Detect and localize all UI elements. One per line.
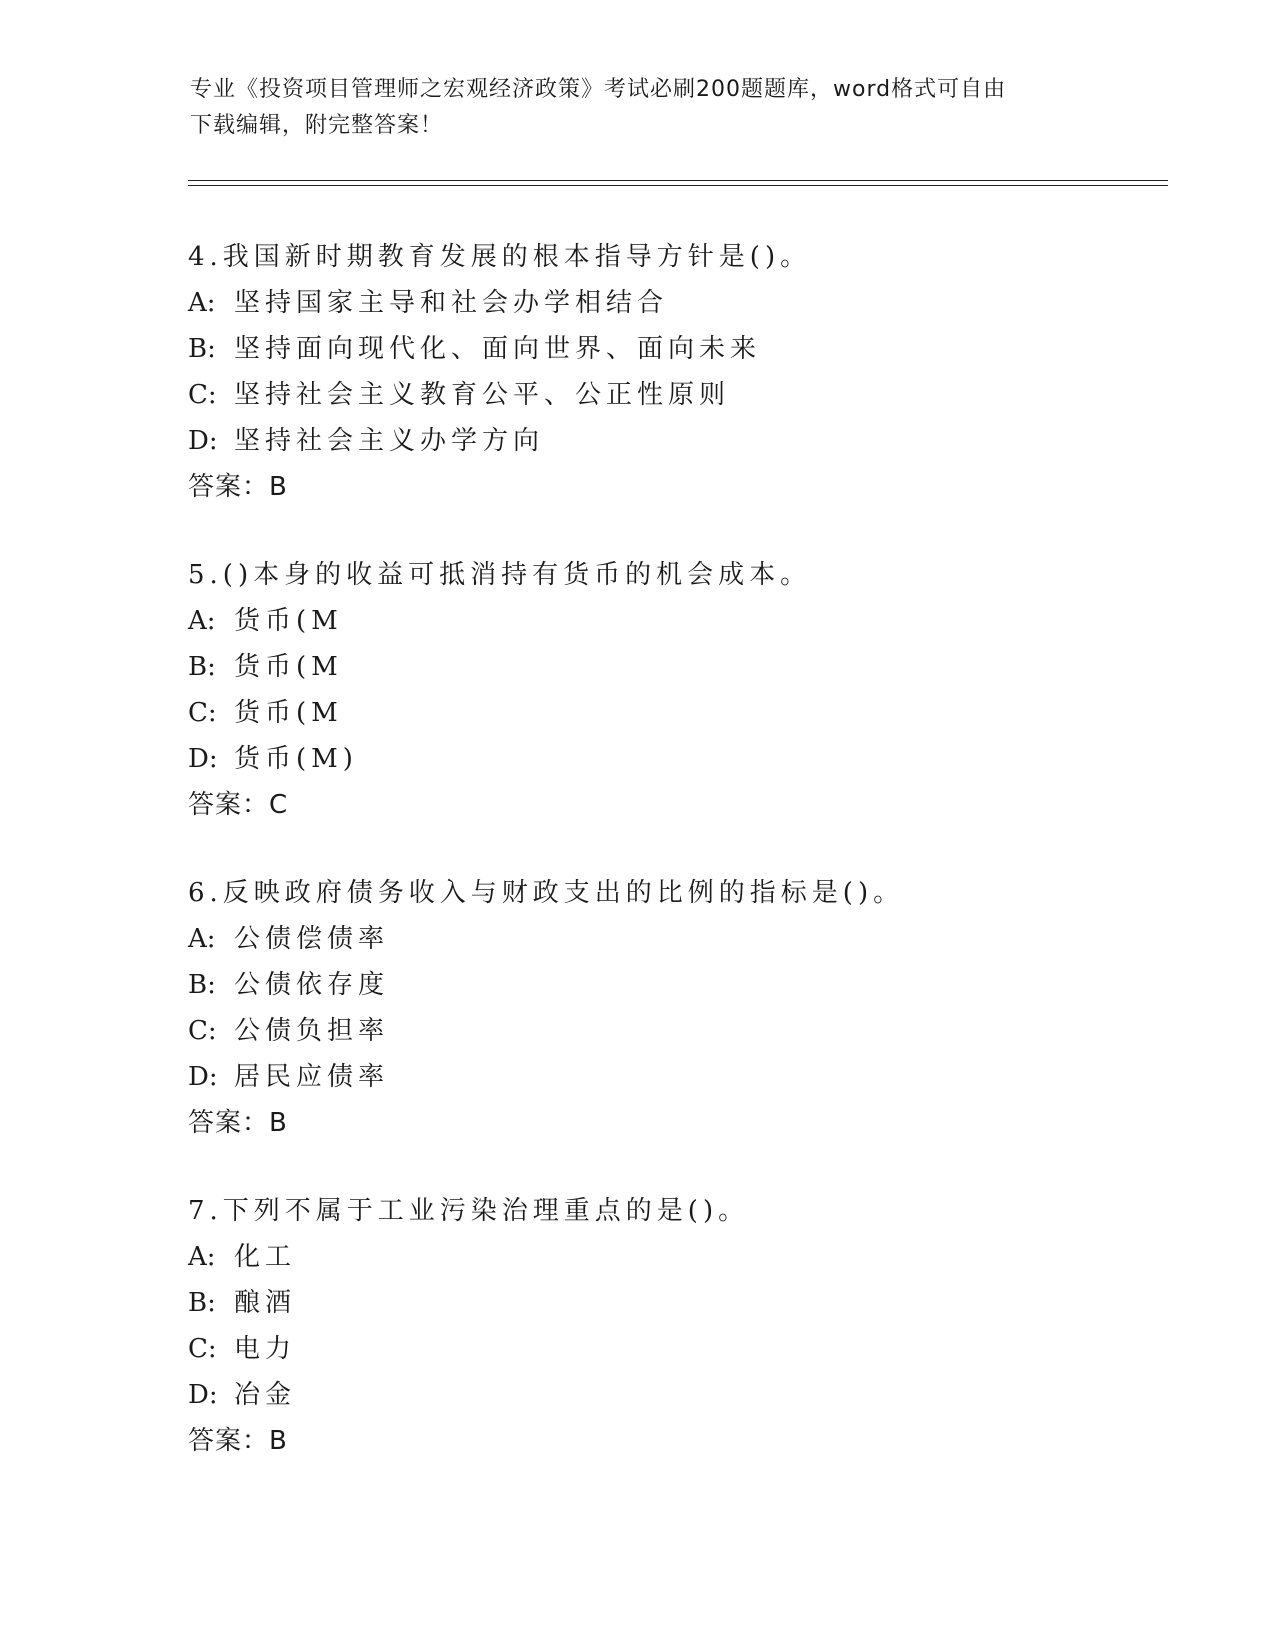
option-d	[188, 1372, 1188, 1418]
header-line-2: 下载编辑，附完整答案！	[190, 113, 444, 138]
option-key: A:	[188, 924, 216, 954]
question-stem: 5.()本身的收益可抵消持有货币的机会成本。	[188, 560, 812, 590]
question-5	[188, 552, 1188, 828]
option-c	[188, 1008, 1188, 1054]
option-key: D:	[188, 426, 218, 456]
option-text: 坚持社会主义教育公平、公正性原则	[234, 380, 731, 410]
option-b	[188, 962, 1188, 1008]
option-text: 电力	[234, 1334, 297, 1364]
answer-line: 答案：B	[188, 1426, 288, 1456]
answer-line: 答案：B	[188, 1108, 288, 1138]
option-key: D:	[188, 744, 218, 774]
header-line-1: 专业《投资项目管理师之宏观经济政策》考试必刷200题题库，word格式可自由	[190, 77, 1007, 102]
option-text: 坚持国家主导和社会办学相结合	[234, 288, 669, 318]
option-text: 居民应债率	[234, 1062, 390, 1092]
option-key: D:	[188, 1062, 218, 1092]
option-c	[188, 690, 1188, 736]
question-7	[188, 1188, 1188, 1464]
option-a	[188, 1234, 1188, 1280]
answer-line: 答案：B	[188, 472, 288, 502]
question-stem: 7.下列不属于工业污染治理重点的是()。	[188, 1196, 750, 1226]
option-key: D:	[188, 1380, 218, 1410]
option-key: B:	[188, 1288, 216, 1318]
option-text: 货币(M	[234, 606, 343, 636]
option-a	[188, 280, 1188, 326]
option-text: 坚持面向现代化、面向世界、面向未来	[234, 334, 762, 364]
question-stem: 4.我国新时期教育发展的根本指导方针是()。	[188, 242, 812, 272]
option-a	[188, 916, 1188, 962]
document-header	[190, 72, 1090, 144]
question-6	[188, 870, 1188, 1146]
option-c	[188, 1326, 1188, 1372]
option-a	[188, 598, 1188, 644]
option-d	[188, 1054, 1188, 1100]
answer-line: 答案：C	[188, 790, 289, 820]
option-key: C:	[188, 1334, 217, 1364]
question-4	[188, 234, 1188, 510]
option-key: C:	[188, 380, 217, 410]
header-divider-top	[188, 180, 1168, 181]
option-key: B:	[188, 652, 216, 682]
question-list	[188, 234, 1188, 1506]
option-text: 公债偿债率	[234, 924, 390, 954]
option-text: 公债负担率	[234, 1016, 390, 1046]
option-text: 货币(M	[234, 652, 343, 682]
option-key: A:	[188, 1242, 216, 1272]
question-stem: 6.反映政府债务收入与财政支出的比例的指标是()。	[188, 878, 905, 908]
option-key: C:	[188, 1016, 217, 1046]
option-text: 货币(M	[234, 698, 343, 728]
option-text: 公债依存度	[234, 970, 390, 1000]
option-key: C:	[188, 698, 217, 728]
header-divider-bottom	[188, 185, 1168, 186]
option-key: A:	[188, 606, 216, 636]
option-key: B:	[188, 334, 216, 364]
option-c	[188, 372, 1188, 418]
option-text: 冶金	[234, 1380, 297, 1410]
option-key: B:	[188, 970, 216, 1000]
option-text: 化工	[234, 1242, 297, 1272]
option-d	[188, 418, 1188, 464]
option-b	[188, 326, 1188, 372]
option-b	[188, 644, 1188, 690]
option-text: 坚持社会主义办学方向	[234, 426, 545, 456]
option-text: 酿酒	[234, 1288, 297, 1318]
option-key: A:	[188, 288, 216, 318]
option-b	[188, 1280, 1188, 1326]
option-text: 货币(M)	[234, 744, 358, 774]
option-d	[188, 736, 1188, 782]
